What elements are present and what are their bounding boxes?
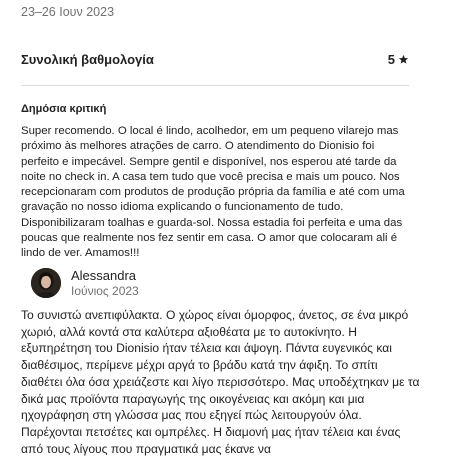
- reviewer-header[interactable]: [31, 266, 139, 300]
- overall-rating-value: 5: [387, 52, 395, 67]
- reviewer-info: [71, 268, 139, 299]
- star-icon: [398, 54, 409, 65]
- reviewer-date: Ιούνιος 2023: [71, 283, 139, 298]
- stay-dates: 23–26 Ιουν 2023: [21, 5, 115, 19]
- reviewer-name: Alessandra: [71, 267, 137, 283]
- overall-rating-score: [388, 52, 409, 67]
- overall-rating-row: [21, 52, 409, 72]
- public-review-heading: Δημόσια κριτική: [21, 103, 107, 115]
- avatar[interactable]: [31, 268, 61, 298]
- section-divider: [21, 85, 409, 86]
- translated-review-text: Το συνιστώ ανεπιφύλακτα. Ο χώρος είναι όμορφος, άνετος, σε ένα μικρό χωριό, αλλά κοντά στα καλύτερα αξιοθέατα με το αυτοκίνητο. Η εξυπηρέτηση του Dionisio ήταν τέλεια και άψογη. Πάντα ευγενικός και διαθέσιμος, περίμενε μέχρι αργά το βράδυ κατά την άφιξη. Το σπίτι διαθέτει όλα όσα χρειάζεστε και λίγο περισσότερο. Μας υποδέχτηκαν με τα δικά μας προϊόντα παραγωγής της οικογένειας και ακόμη και μια ηχογράφηση στη γλώσσα μας που εξηγεί πώς λειτουργούν όλα. Παρέχονται πετσέτες και ομπρέλες. Η διαμονή μας ήταν τέλεια και ένας από τους λίγους που πραγματικά μας έκανε να: [21, 308, 420, 456]
- public-review-text: Super recomendo. O local é lindo, acolhedor, em um pequeno vilarejo mas próximo às melhores atrações de carro. O atendimento do Dionisio foi perfeito e impecável. Sempre gentil e disponível, nos esperou até tarde da noite no check in. A casa tem tudo que você precisa e mais um pouco. Nos recepcionaram com produtos de produção própria da família e até com uma gravação no nosso idioma explicando o funcionamento de tudo. Disponibilizaram toalhas e guarda-sol. Nossa estadia foi perfeita e uma das poucas que realmente nos fez sentir em casa. O amor que colocaram ali é lindo de ver. Amamos!!!: [21, 125, 405, 260]
- overall-rating-label: Συνολική βαθμολογία: [21, 52, 154, 67]
